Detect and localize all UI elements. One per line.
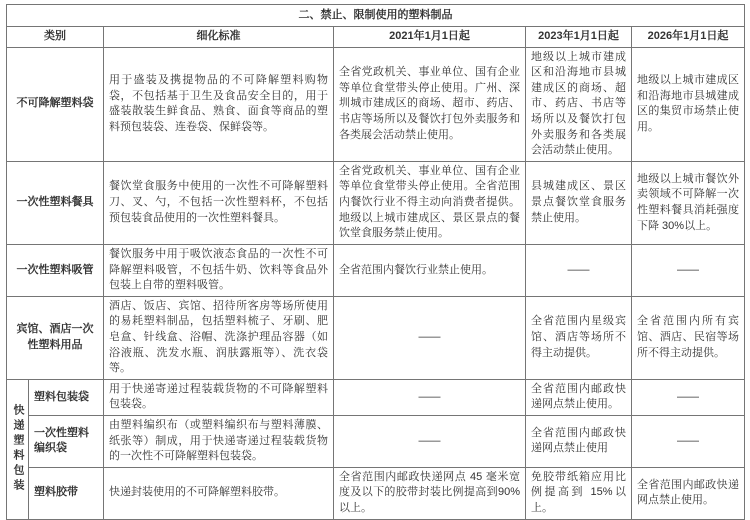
- row5a-subcategory: 塑料包装袋: [29, 379, 104, 415]
- row-disposable-woven-bags: [7, 416, 745, 468]
- row5a-2023: 全省范围内邮政快递网点禁止使用。: [526, 379, 632, 415]
- col-header-2023: 2023年1月1日起: [526, 27, 632, 48]
- row5b-2023: 全省范围内邮政快递网点禁止使用: [526, 416, 632, 468]
- row-express-packaging-bags: [7, 379, 745, 415]
- col-header-standard: 细化标准: [104, 27, 334, 48]
- table-title-row: [7, 5, 745, 27]
- row4-2023: 全省范围内星级宾馆、酒店等场所不得主动提供。: [526, 296, 632, 379]
- row5a-2026: ——: [632, 379, 745, 415]
- row5c-subcategory: 塑料胶带: [29, 467, 104, 519]
- row5b-2021: ——: [334, 416, 526, 468]
- row-nondegradable-bags: [7, 47, 745, 161]
- row1-category: 不可降解塑料袋: [7, 47, 104, 161]
- row4-category: 宾馆、酒店一次性塑料用品: [7, 296, 104, 379]
- group-category-label: 快递塑料包装: [12, 404, 24, 495]
- row-plastic-tape: [7, 467, 745, 519]
- row-plastic-straws: [7, 244, 745, 296]
- row2-standard: 餐饮堂食服务中使用的一次性不可降解塑料刀、叉、勺，不包括一次性塑料杯，不包括预包装食品使用的一次性塑料餐具。: [104, 161, 334, 244]
- row2-2021: 全省党政机关、事业单位、国有企业等单位食堂带头停止使用。全省范围内餐饮行业不得主动向消费者提供。地级以上城市建成区、景区景点的餐饮堂食服务禁止使用。: [334, 161, 526, 244]
- row3-standard: 餐饮服务中用于吸饮液态食品的一次性不可降解塑料吸管，不包括牛奶、饮料等食品外包装上自带的塑料吸管。: [104, 244, 334, 296]
- row5a-2021: ——: [334, 379, 526, 415]
- row5a-standard: 用于快递寄递过程装载货物的不可降解塑料包装袋。: [104, 379, 334, 415]
- row1-2021: 全省党政机关、事业单位、国有企业等单位食堂带头停止使用。广州、深圳城市建成区的商场、超市、药店、书店等场所以及餐饮打包外卖服务和各类展会活动禁止使用。: [334, 47, 526, 161]
- row3-2026: ——: [632, 244, 745, 296]
- row3-2021: 全省范围内餐饮行业禁止使用。: [334, 244, 526, 296]
- row5b-2026: ——: [632, 416, 745, 468]
- row-hotel-disposables: [7, 296, 745, 379]
- row5c-2023: 免胶带纸箱应用比例提高到 15%以上。: [526, 467, 632, 519]
- row3-2023: ——: [526, 244, 632, 296]
- row5c-standard: 快递封装使用的不可降解塑料胶带。: [104, 467, 334, 519]
- row5b-standard: 由塑料编织布（或塑料编织布与塑料薄膜、纸张等）制成，用于快递寄递过程装载货物的一次性不可降解塑料包装袋。: [104, 416, 334, 468]
- row-disposable-tableware: [7, 161, 745, 244]
- row1-standard: 用于盛装及携提物品的不可降解塑料购物袋，不包括基于卫生及食品安全目的，用于盛装散装生鲜食品、熟食、面食等商品的塑料预包装袋、连卷袋、保鲜袋等。: [104, 47, 334, 161]
- group-category-express-packaging: [7, 379, 29, 519]
- row1-2023: 地级以上城市建成区和沿海地市县城建成区的商场、超市、药店、书店等场所以及餐饮打包外卖服务和各类展会活动禁止使用。: [526, 47, 632, 161]
- row3-category: 一次性塑料吸管: [7, 244, 104, 296]
- row5c-2026: 全省范围内邮政快递网点禁止使用。: [632, 467, 745, 519]
- col-header-2021: 2021年1月1日起: [334, 27, 526, 48]
- row5c-2021: 全省范围内邮政快递网点 45 毫米宽度及以下的胶带封装比例提高到90%以上。: [334, 467, 526, 519]
- table-header-row: [7, 27, 745, 48]
- row4-2026: 全省范围内所有宾馆、酒店、民宿等场所不得主动提供。: [632, 296, 745, 379]
- row1-2026: 地级以上城市建成区和沿海地市县城建成区的集贸市场禁止使用。: [632, 47, 745, 161]
- col-header-category: 类别: [7, 27, 104, 48]
- table-title: 二、禁止、限制使用的塑料制品: [7, 5, 745, 27]
- row5b-subcategory: 一次性塑料编织袋: [29, 416, 104, 468]
- row2-2026: 地级以上城市餐饮外卖领域不可降解一次性塑料餐具消耗强度下降 30%以上。: [632, 161, 745, 244]
- col-header-2026: 2026年1月1日起: [632, 27, 745, 48]
- row2-category: 一次性塑料餐具: [7, 161, 104, 244]
- row4-standard: 酒店、饭店、宾馆、招待所客房等场所使用的易耗塑料制品，包括塑料梳子、牙刷、肥皂盒、针线盒、浴帽、洗涤护理品容器（如浴液瓶、洗发水瓶、润肤露瓶等）、洗衣袋等。: [104, 296, 334, 379]
- row4-2021: ——: [334, 296, 526, 379]
- row2-2023: 县城建成区、景区景点餐饮堂食服务禁止使用。: [526, 161, 632, 244]
- restricted-plastics-table: [6, 4, 745, 520]
